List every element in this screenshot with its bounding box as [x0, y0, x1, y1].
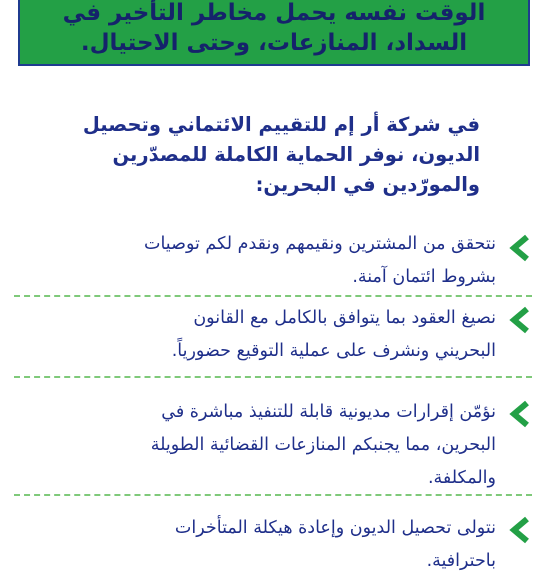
list-item-text [16, 302, 496, 368]
list-item-line-2: البحرين، مما يجنبكم المنازعات القضائية الطويلة [150, 435, 496, 455]
chevron-icon [508, 516, 532, 544]
chevron-icon [508, 400, 532, 428]
list-item-line-1: نتحقق من المشترين ونقيمهم ونقدم لكم توصيات [144, 234, 496, 254]
list-item-text [16, 512, 496, 578]
chevron-icon [508, 234, 532, 262]
banner-line-1: الوقت نفسه يحمل مخاطر التأخير في [62, 0, 486, 26]
list-item-line-2: البحريني ونشرف على عملية التوقيع حضورياً. [171, 341, 496, 361]
list-item-text [16, 228, 496, 294]
divider [14, 376, 532, 378]
list-item-line-2: بشروط ائتمان آمنة. [352, 267, 496, 287]
list-item-line-1: نصيغ العقود بما يتوافق بالكامل مع القانون [193, 308, 496, 328]
intro-line-2: الديون، نوفر الحماية الكاملة للمصدّرين [112, 143, 480, 166]
chevron-icon [508, 306, 532, 334]
list-item-line-1: نتولى تحصيل الديون وإعادة هيكلة المتأخرات [174, 518, 496, 538]
divider [14, 295, 532, 297]
intro-paragraph [40, 110, 480, 200]
list-item-line-3: والمكلفة. [427, 468, 496, 488]
banner-line-2: السداد، المنازعات، وحتى الاحتيال. [80, 30, 468, 56]
intro-line-1: في شركة أر إم للتقييم الائتماني وتحصيل [82, 113, 480, 136]
list-item-text [16, 396, 496, 495]
list-item-line-2: باحترافية. [426, 551, 496, 571]
header-banner [18, 0, 530, 66]
intro-line-3: والمورّدين في البحرين: [255, 173, 480, 196]
divider [14, 494, 532, 496]
list-item-line-1: نؤمّن إقرارات مديونية قابلة للتنفيذ مباشرة في [161, 402, 496, 422]
